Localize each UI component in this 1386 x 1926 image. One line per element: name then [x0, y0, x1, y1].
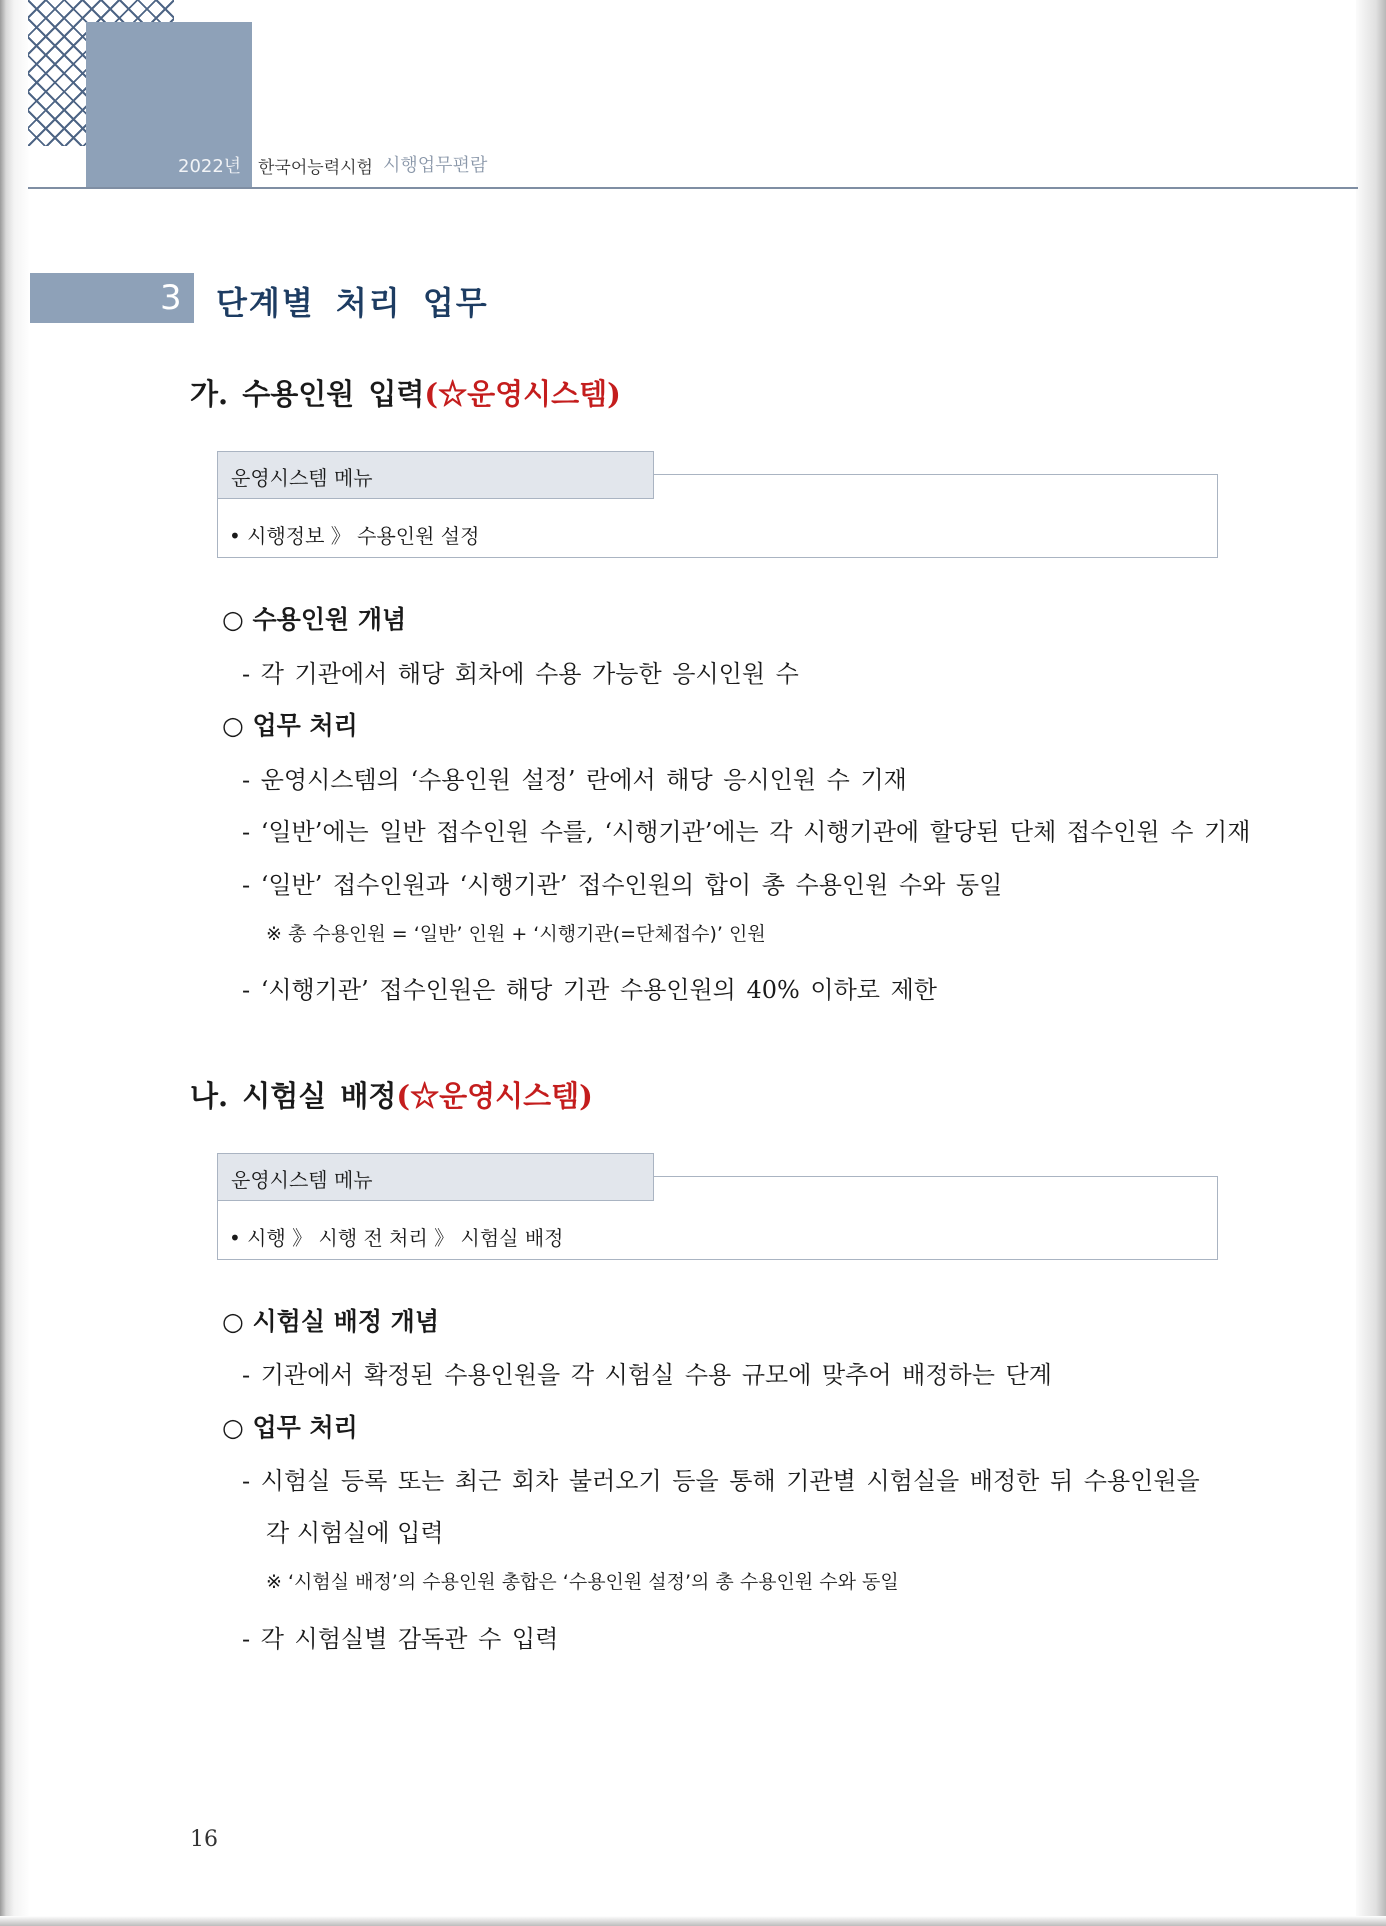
- part-b-title-tag: (☆운영시스템): [396, 1079, 593, 1113]
- part-a-process-item-2: - ‘일반’에는 일반 접수인원 수를, ‘시행기관’에는 각 시행기관에 할당된 단체 접수인원 수 기재: [242, 818, 1251, 846]
- part-a-title: 가. 수용인원 입력: [190, 377, 425, 411]
- page-edge-shadow-right: [1356, 0, 1386, 1926]
- part-a-process-item-4: - ‘시행기관’ 접수인원은 해당 기관 수용인원의 40% 이하로 제한: [242, 976, 937, 1004]
- part-b-menu-label: 운영시스템 메뉴: [231, 1168, 373, 1192]
- part-b-concept-item: - 기관에서 확정된 수용인원을 각 시험실 수용 규모에 맞추어 배정하는 단계: [242, 1361, 1052, 1389]
- part-a-process-item-3: - ‘일반’ 접수인원과 ‘시행기관’ 접수인원의 합이 총 수용인원 수와 동일: [242, 871, 1003, 899]
- part-b-menu-path: • 시행 》 시행 전 처리 》 시험실 배정: [229, 1226, 564, 1250]
- page-number: 16: [190, 1827, 218, 1852]
- part-a-heading: [190, 372, 621, 413]
- part-b-process-item-1-continued: 각 시험실에 입력: [266, 1519, 444, 1547]
- part-b-process-item-2: - 각 시험실별 감독관 수 입력: [242, 1625, 559, 1653]
- part-a-process-heading: ○ 업무 처리: [222, 711, 358, 740]
- part-a-process-note: ※ 총 수용인원 = ‘일반’ 인원 + ‘시행기관(=단체접수)’ 인원: [266, 923, 766, 945]
- page-edge-shadow-left: [0, 0, 30, 1926]
- part-b-process-item-1: - 시험실 등록 또는 최근 회차 불러오기 등을 통해 기관별 시험실을 배정한 뒤 수용인원을: [242, 1467, 1200, 1495]
- section-number: 3: [160, 278, 182, 318]
- header-rule: [28, 187, 1358, 189]
- part-b-process-heading: ○ 업무 처리: [222, 1413, 358, 1442]
- part-a-concept-item: - 각 기관에서 해당 회차에 수용 가능한 응시인원 수: [242, 660, 799, 688]
- page-edge-shadow-bottom: [0, 1916, 1386, 1926]
- part-a-menu-path: • 시행정보 》 수용인원 설정: [229, 524, 480, 548]
- part-a-concept-heading: ○ 수용인원 개념: [222, 605, 407, 634]
- part-a-title-tag: (☆운영시스템): [424, 377, 621, 411]
- part-b-process-note: ※ ‘시험실 배정’의 수용인원 총합은 ‘수용인원 설정’의 총 수용인원 수와 동일: [266, 1571, 899, 1593]
- part-a-menu-label: 운영시스템 메뉴: [231, 466, 373, 490]
- part-a-process-item-1: - 운영시스템의 ‘수용인원 설정’ 란에서 해당 응시인원 수 기재: [242, 766, 907, 794]
- part-b-heading: [190, 1074, 593, 1115]
- part-b-title: 나. 시험실 배정: [190, 1079, 397, 1113]
- section-title: 단계별 처리 업무: [216, 284, 489, 322]
- header-title: 한국어능력시험: [258, 158, 373, 178]
- header-year: 2022년: [178, 156, 242, 177]
- header-subtitle: 시행업무편람: [383, 155, 488, 176]
- part-b-concept-heading: ○ 시험실 배정 개념: [222, 1307, 439, 1336]
